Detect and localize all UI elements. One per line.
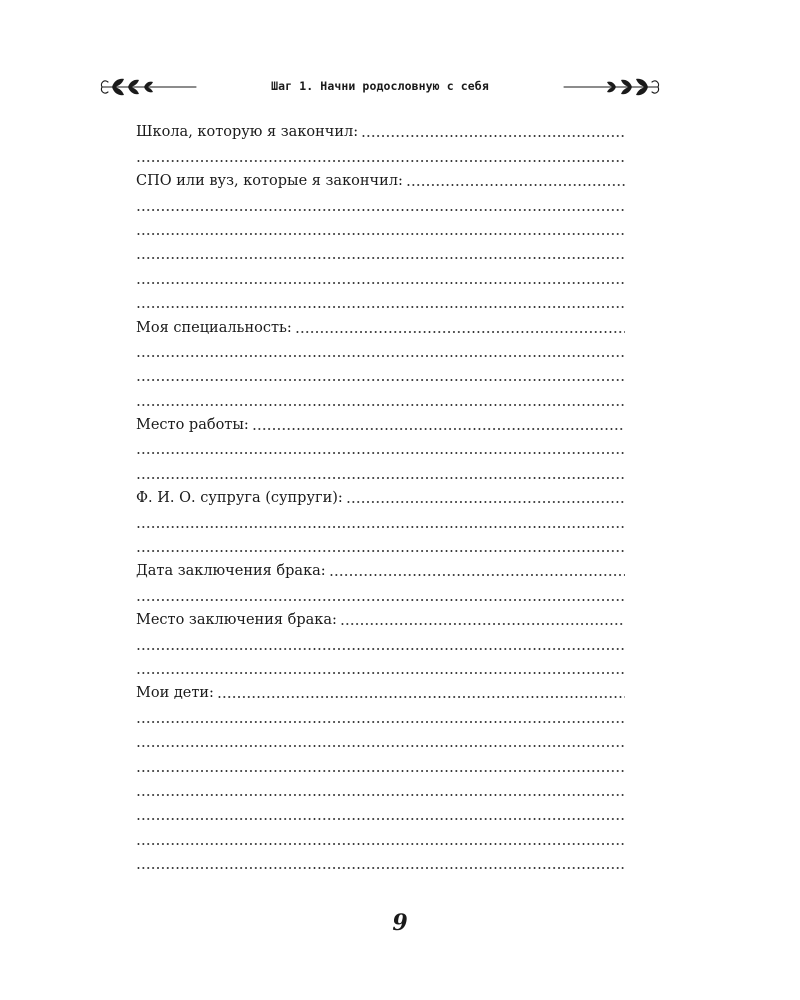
form-blank-line[interactable]: [136, 581, 625, 605]
form-blank-line[interactable]: [136, 508, 625, 532]
dotted-fill-line[interactable]: [136, 403, 625, 407]
form-blank-line[interactable]: [136, 362, 625, 386]
form-blank-line[interactable]: [136, 435, 625, 459]
form-field-line[interactable]: [136, 118, 625, 142]
dotted-fill-line[interactable]: [136, 842, 625, 846]
dotted-fill-line[interactable]: [217, 695, 625, 699]
dotted-fill-line[interactable]: [136, 769, 625, 773]
dotted-fill-line[interactable]: [136, 159, 625, 163]
dotted-fill-line[interactable]: [406, 183, 625, 187]
running-header: [98, 66, 662, 108]
dotted-fill-line[interactable]: [136, 817, 625, 821]
form-field-line[interactable]: [136, 411, 625, 435]
form-blank-line[interactable]: [136, 289, 625, 313]
field-label: Мои дети:: [136, 685, 214, 702]
form-blank-line[interactable]: [136, 216, 625, 240]
dotted-fill-line[interactable]: [329, 573, 625, 577]
form-field-line[interactable]: [136, 557, 625, 581]
field-label: СПО или вуз, которые я закончил:: [136, 173, 403, 190]
dotted-fill-line[interactable]: [136, 378, 625, 382]
dotted-fill-line[interactable]: [136, 208, 625, 212]
genealogy-form: [136, 118, 625, 874]
dotted-fill-line[interactable]: [136, 525, 625, 529]
form-blank-line[interactable]: [136, 191, 625, 215]
field-label: Место работы:: [136, 417, 249, 434]
form-field-line[interactable]: [136, 167, 625, 191]
dotted-fill-line[interactable]: [136, 671, 625, 675]
dotted-fill-line[interactable]: [136, 476, 625, 480]
dotted-fill-line[interactable]: [136, 549, 625, 553]
form-blank-line[interactable]: [136, 728, 625, 752]
form-field-line[interactable]: [136, 484, 625, 508]
leaf-branch-icon: [562, 74, 662, 100]
dotted-fill-line[interactable]: [361, 134, 625, 138]
page-number: 9: [392, 910, 408, 936]
form-blank-line[interactable]: [136, 533, 625, 557]
field-label: Моя специальность:: [136, 319, 292, 336]
dotted-fill-line[interactable]: [136, 744, 625, 748]
dotted-fill-line[interactable]: [252, 427, 625, 431]
form-blank-line[interactable]: [136, 338, 625, 362]
dotted-fill-line[interactable]: [136, 451, 625, 455]
form-blank-line[interactable]: [136, 801, 625, 825]
dotted-fill-line[interactable]: [136, 354, 625, 358]
dotted-fill-line[interactable]: [136, 305, 625, 309]
form-blank-line[interactable]: [136, 240, 625, 264]
field-label: Ф. И. О. супруга (супруги):: [136, 490, 343, 507]
form-field-line[interactable]: [136, 313, 625, 337]
form-blank-line[interactable]: [136, 459, 625, 483]
form-field-line[interactable]: [136, 679, 625, 703]
form-blank-line[interactable]: [136, 630, 625, 654]
form-blank-line[interactable]: [136, 850, 625, 874]
field-label: Дата заключения брака:: [136, 563, 326, 580]
dotted-fill-line[interactable]: [136, 232, 625, 236]
dotted-fill-line[interactable]: [136, 256, 625, 260]
dotted-fill-line[interactable]: [136, 866, 625, 870]
dotted-fill-line[interactable]: [340, 622, 625, 626]
header-title: Шаг 1. Начни родословную с себя: [271, 79, 489, 93]
form-blank-line[interactable]: [136, 825, 625, 849]
field-label: Школа, которую я закончил:: [136, 124, 359, 141]
dotted-fill-line[interactable]: [136, 647, 625, 651]
form-blank-line[interactable]: [136, 703, 625, 727]
dotted-fill-line[interactable]: [136, 281, 625, 285]
dotted-fill-line[interactable]: [136, 598, 625, 602]
dotted-fill-line[interactable]: [136, 793, 625, 797]
form-blank-line[interactable]: [136, 264, 625, 288]
form-field-line[interactable]: [136, 606, 625, 630]
form-blank-line[interactable]: [136, 142, 625, 166]
form-blank-line[interactable]: [136, 777, 625, 801]
form-blank-line[interactable]: [136, 386, 625, 410]
form-blank-line[interactable]: [136, 655, 625, 679]
dotted-fill-line[interactable]: [295, 330, 625, 334]
form-blank-line[interactable]: [136, 752, 625, 776]
dotted-fill-line[interactable]: [136, 720, 625, 724]
dotted-fill-line[interactable]: [346, 500, 625, 504]
field-label: Место заключения брака:: [136, 612, 337, 629]
